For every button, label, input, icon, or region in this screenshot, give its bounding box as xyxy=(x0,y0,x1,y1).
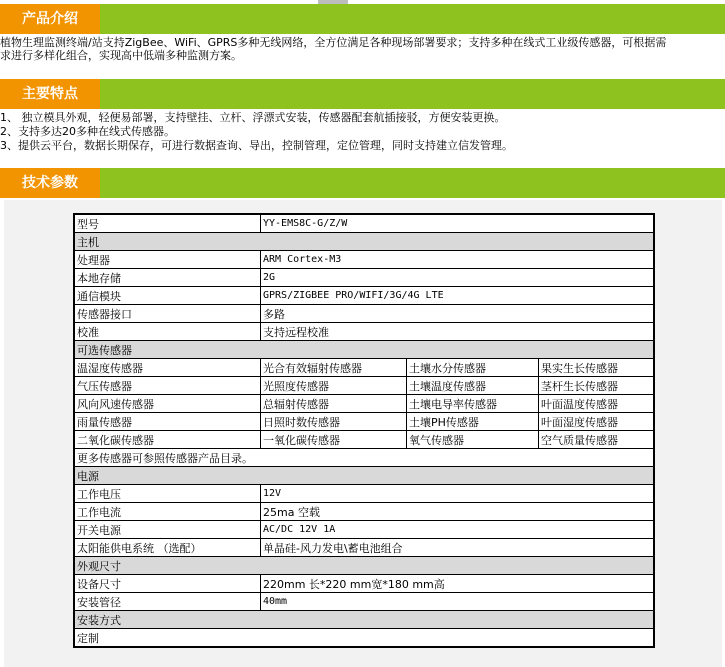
spec-value: 单晶硅-风力发电\蓄电池组合 xyxy=(261,539,655,557)
section-header-fill xyxy=(100,4,725,34)
spec-label: 处理器 xyxy=(74,251,261,269)
sensor-cell: 叶面温度传感器 xyxy=(539,395,655,413)
sensor-cell: 果实生长传感器 xyxy=(539,359,655,377)
feature-line: 1、 独立模具外观，轻便易部署，支持壁挂、立杆、浮漂式安装，传感器配套航插接驳，方便安装更换。 xyxy=(0,111,506,124)
feature-line: 3、提供云平台，数据长期保存，可进行数据查询、导出，控制管理，定位管理，同时支持建立信发管理。 xyxy=(0,139,513,152)
sensor-cell: 一氧化碳传感器 xyxy=(261,431,407,449)
intro-text-line: 植物生理监测终端/站支持ZigBee、WiFi、GPRS多种无线网络，全方位满足各种现场部署要求；支持多种在线式工业级传感器，可根据需 xyxy=(0,36,667,49)
spec-value: YY-EMS8C-G/Z/W xyxy=(261,214,655,233)
sensor-cell: 土壤水分传感器 xyxy=(407,359,539,377)
sensor-cell: 二氧化碳传感器 xyxy=(74,431,261,449)
section-header-fill xyxy=(100,79,725,109)
sensor-row xyxy=(74,431,654,449)
section-label: 可选传感器 xyxy=(74,341,654,359)
feature-line: 2、支持多达20多种在线式传感器。 xyxy=(0,125,175,138)
table-section-row xyxy=(74,233,654,251)
table-row xyxy=(74,521,654,539)
spec-value: 2G xyxy=(261,269,655,287)
table-section-row xyxy=(74,467,654,485)
table-row xyxy=(74,593,654,611)
sensor-cell: 土壤PH传感器 xyxy=(407,413,539,431)
sensor-cell: 土壤电导率传感器 xyxy=(407,395,539,413)
spec-label: 型号 xyxy=(74,214,261,233)
table-row xyxy=(74,539,654,557)
sensor-cell: 总辐射传感器 xyxy=(261,395,407,413)
table-row xyxy=(74,449,654,467)
sensor-cell: 光照度传感器 xyxy=(261,377,407,395)
table-row xyxy=(74,251,654,269)
sensor-row xyxy=(74,413,654,431)
sensor-cell: 叶面湿度传感器 xyxy=(539,413,655,431)
sensor-row xyxy=(74,359,654,377)
sensor-note: 更多传感器可参照传感器产品目录。 xyxy=(74,449,654,467)
sensor-cell: 雨量传感器 xyxy=(74,413,261,431)
spec-label: 本地存储 xyxy=(74,269,261,287)
table-section-row xyxy=(74,557,654,575)
section-header-fill xyxy=(100,168,725,198)
spec-value: ARM Cortex-M3 xyxy=(261,251,655,269)
section-label: 安装方式 xyxy=(74,611,654,629)
section-title-intro: 产品介绍 xyxy=(0,4,100,34)
table-row xyxy=(74,323,654,341)
table-row xyxy=(74,503,654,521)
sensor-row xyxy=(74,377,654,395)
section-header-intro xyxy=(0,4,725,34)
table-row xyxy=(74,629,654,648)
table-row xyxy=(74,214,654,233)
section-title-features: 主要特点 xyxy=(0,79,100,109)
sensor-cell: 温湿度传感器 xyxy=(74,359,261,377)
sensor-row xyxy=(74,395,654,413)
spec-value: 多路 xyxy=(261,305,655,323)
table-row xyxy=(74,287,654,305)
spec-value: 40mm xyxy=(261,593,655,611)
sensor-cell: 氧气传感器 xyxy=(407,431,539,449)
spec-label: 定制 xyxy=(74,629,654,648)
spec-label: 工作电压 xyxy=(74,485,261,503)
spec-label: 传感器接口 xyxy=(74,305,261,323)
table-section-row xyxy=(74,611,654,629)
spec-label: 工作电流 xyxy=(74,503,261,521)
spec-value: GPRS/ZIGBEE PRO/WIFI/3G/4G LTE xyxy=(261,287,655,305)
spec-value: 25ma 空载 xyxy=(261,503,655,521)
spec-value: 12V xyxy=(261,485,655,503)
sensor-cell: 土壤温度传感器 xyxy=(407,377,539,395)
table-row xyxy=(74,269,654,287)
sensor-cell: 光合有效辐射传感器 xyxy=(261,359,407,377)
intro-text-line: 求进行多样化组合，实现高中低端多种监测方案。 xyxy=(0,49,242,62)
section-label: 电源 xyxy=(74,467,654,485)
section-label: 外观尺寸 xyxy=(74,557,654,575)
table-row xyxy=(74,305,654,323)
spec-label: 开关电源 xyxy=(74,521,261,539)
section-header-specs xyxy=(0,168,725,198)
spec-value: 支持远程校准 xyxy=(261,323,655,341)
spec-table xyxy=(73,213,655,648)
section-title-specs: 技术参数 xyxy=(0,168,100,198)
spec-label: 太阳能供电系统 （选配） xyxy=(74,539,261,557)
sensor-cell: 风向风速传感器 xyxy=(74,395,261,413)
sensor-cell: 气压传感器 xyxy=(74,377,261,395)
spec-value: 220mm 长*220 mm宽*180 mm高 xyxy=(261,575,655,593)
table-row xyxy=(74,575,654,593)
spec-label: 通信模块 xyxy=(74,287,261,305)
spec-label: 设备尺寸 xyxy=(74,575,261,593)
section-label: 主机 xyxy=(74,233,654,251)
sensor-cell: 空气质量传感器 xyxy=(539,431,655,449)
spec-label: 校准 xyxy=(74,323,261,341)
table-row xyxy=(74,485,654,503)
spec-label: 安装管径 xyxy=(74,593,261,611)
spec-value: AC/DC 12V 1A xyxy=(261,521,655,539)
sensor-cell: 茎杆生长传感器 xyxy=(539,377,655,395)
sensor-cell: 日照时数传感器 xyxy=(261,413,407,431)
table-section-row xyxy=(74,341,654,359)
section-header-features xyxy=(0,79,725,109)
